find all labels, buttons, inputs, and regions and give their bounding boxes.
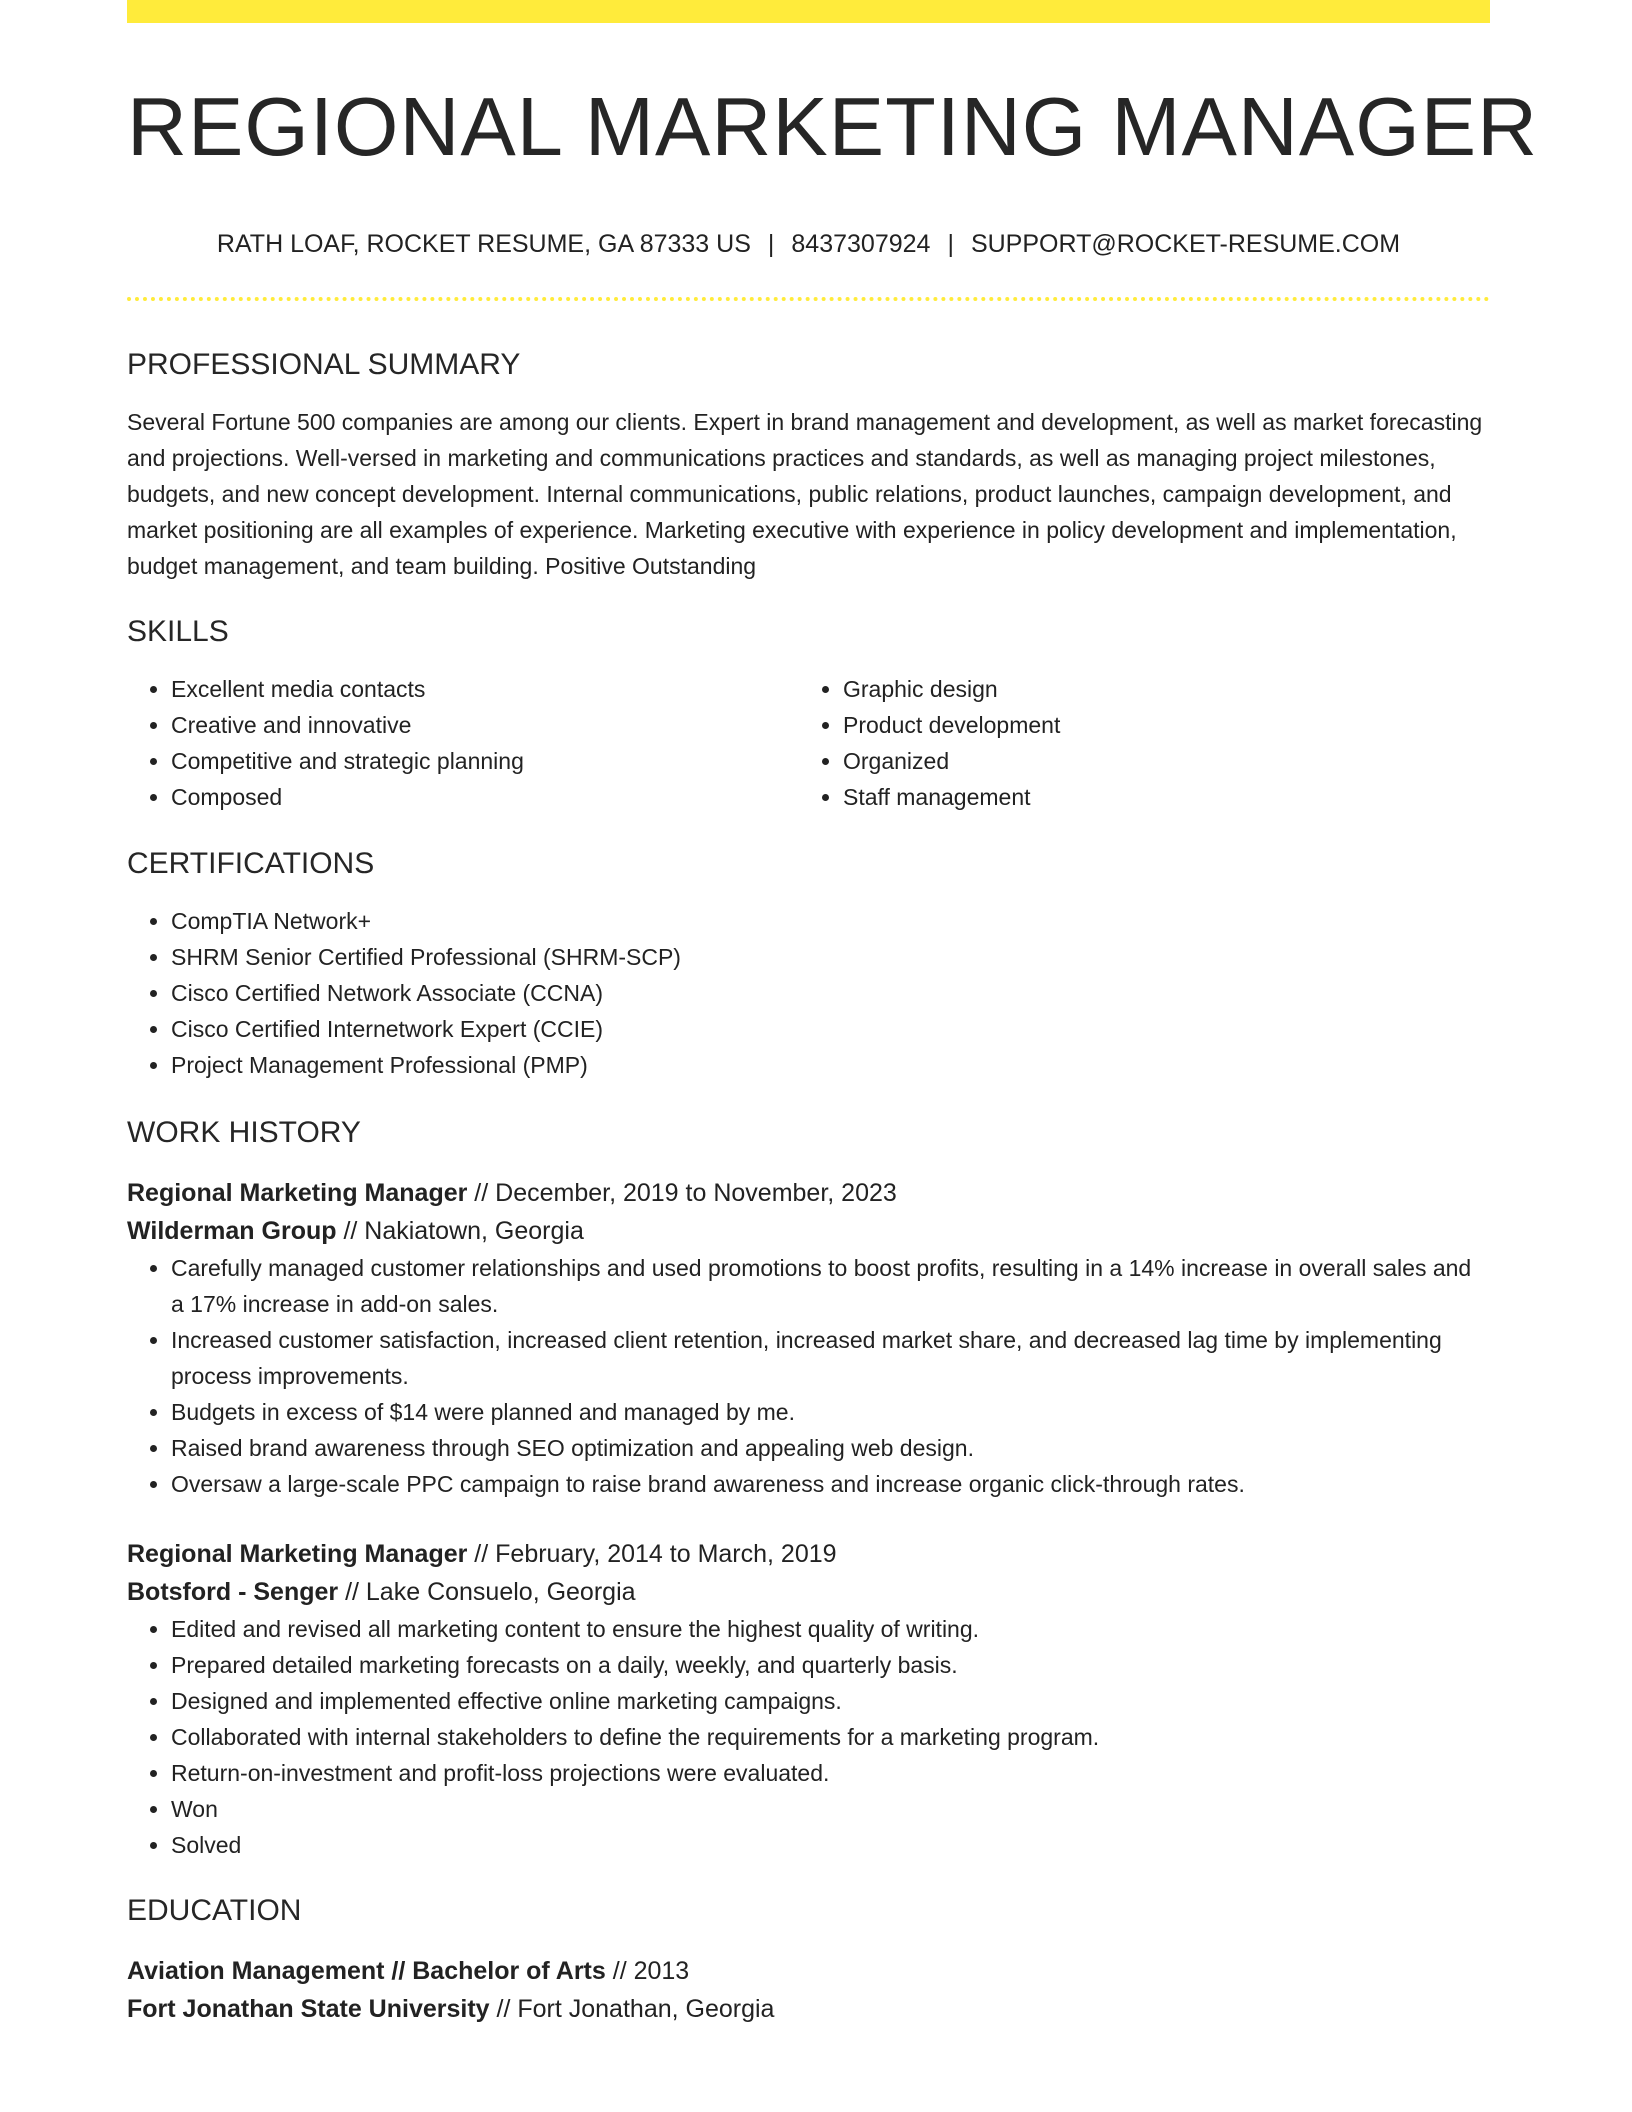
contact-address: RATH LOAF, ROCKET RESUME, GA 87333 US bbox=[216, 230, 751, 258]
job-dates: // February, 2014 to March, 2019 bbox=[467, 1540, 837, 1568]
certification-item: • CompTIA Network+ bbox=[171, 903, 1490, 939]
job-bullets bbox=[127, 1611, 1490, 1863]
job-title-line bbox=[127, 1174, 1490, 1212]
job-dates: // December, 2019 to November, 2023 bbox=[467, 1179, 897, 1207]
skill-item: • Composed bbox=[171, 779, 799, 815]
job-title: Regional Marketing Manager bbox=[127, 1540, 468, 1568]
certification-item: • Cisco Certified Internetwork Expert (CCIE) bbox=[171, 1011, 1490, 1047]
job-bullet: • Designed and implemented effective online marketing campaigns. bbox=[171, 1683, 1490, 1719]
education-location: // Fort Jonathan, Georgia bbox=[489, 1995, 775, 2023]
skill-item: • Organized bbox=[843, 743, 1471, 779]
dotted-divider bbox=[127, 297, 1490, 301]
education-degree-line bbox=[127, 1952, 1490, 1990]
job-bullet: • Prepared detailed marketing forecasts on a daily, weekly, and quarterly basis. bbox=[171, 1647, 1490, 1683]
contact-separator: | bbox=[947, 230, 954, 258]
job-bullet: • Return-on-investment and profit-loss projections were evaluated. bbox=[171, 1755, 1490, 1791]
summary-heading: PROFESSIONAL SUMMARY bbox=[127, 348, 521, 381]
job-bullet: • Collaborated with internal stakeholders to define the requirements for a marketing program. bbox=[171, 1719, 1490, 1755]
job-bullet: • Increased customer satisfaction, increased client retention, increased market share, and decreased lag time by implementing process improvements. bbox=[171, 1322, 1490, 1394]
contact-line bbox=[127, 230, 1490, 259]
education-degree: Aviation Management // Bachelor of Arts bbox=[127, 1957, 606, 1985]
resume-page bbox=[127, 0, 1539, 2028]
job-bullet: • Budgets in excess of $14 were planned and managed by me. bbox=[171, 1394, 1490, 1430]
skills-heading: SKILLS bbox=[127, 615, 229, 648]
skill-item: • Graphic design bbox=[843, 671, 1471, 707]
skill-item: • Competitive and strategic planning bbox=[171, 743, 799, 779]
job-bullet: • Raised brand awareness through SEO optimization and appealing web design. bbox=[171, 1430, 1490, 1466]
certification-item: • Cisco Certified Network Associate (CCNA) bbox=[171, 975, 1490, 1011]
skills-list-left bbox=[127, 671, 799, 815]
job-bullet: • Oversaw a large-scale PPC campaign to raise brand awareness and increase organic click-through rates. bbox=[171, 1466, 1490, 1502]
job-company: Wilderman Group bbox=[127, 1217, 337, 1245]
skills-column-left bbox=[127, 671, 799, 815]
skill-item: • Creative and innovative bbox=[171, 707, 799, 743]
education-heading: EDUCATION bbox=[127, 1894, 302, 1927]
certification-item: • SHRM Senior Certified Professional (SHRM-SCP) bbox=[171, 939, 1490, 975]
certifications-heading: CERTIFICATIONS bbox=[127, 847, 375, 880]
education-school-line bbox=[127, 1990, 1490, 2028]
certification-item: • Project Management Professional (PMP) bbox=[171, 1047, 1490, 1083]
skills-list-right bbox=[799, 671, 1471, 815]
job-company-line bbox=[127, 1212, 1490, 1250]
page-title: REGIONAL MARKETING MANAGER bbox=[127, 80, 1539, 173]
job-title-line bbox=[127, 1535, 1490, 1573]
job-entry bbox=[127, 1174, 1490, 1502]
job-bullet: • Edited and revised all marketing content to ensure the highest quality of writing. bbox=[171, 1611, 1490, 1647]
work-history-heading: WORK HISTORY bbox=[127, 1116, 361, 1149]
skills-grid bbox=[127, 671, 1490, 815]
certifications-list bbox=[127, 903, 1490, 1083]
skill-item: • Staff management bbox=[843, 779, 1471, 815]
contact-phone: 8437307924 bbox=[791, 230, 931, 258]
education-school: Fort Jonathan State University bbox=[127, 1995, 490, 2023]
job-bullet: • Won bbox=[171, 1791, 1490, 1827]
job-entry bbox=[127, 1535, 1490, 1863]
job-bullet: • Solved bbox=[171, 1827, 1490, 1863]
skills-column-right bbox=[799, 671, 1471, 815]
job-location: // Nakiatown, Georgia bbox=[336, 1217, 584, 1245]
job-location: // Lake Consuelo, Georgia bbox=[338, 1578, 636, 1606]
summary-text: Several Fortune 500 companies are among our clients. Expert in brand management and development, as well as market forecasting and projections. Well-versed in marketing and communications practices and standards, as well as managing project milestones, budgets, and new concept development. Internal communications, public relations, product launches, campaign development, and market positioning are all examples of experience. Marketing executive with experience in policy development and implementation, budget management, and team building. Positive Outstanding bbox=[127, 409, 1483, 579]
job-company: Botsford - Senger bbox=[127, 1578, 339, 1606]
skill-item: • Excellent media contacts bbox=[171, 671, 799, 707]
contact-separator: | bbox=[767, 230, 775, 258]
contact-email: SUPPORT@ROCKET-RESUME.COM bbox=[970, 230, 1401, 258]
job-bullet: • Carefully managed customer relationships and used promotions to boost profits, resulting in a 14% increase in overall sales and a 17% increase in add-on sales. bbox=[171, 1250, 1490, 1322]
education-year: // 2013 bbox=[605, 1957, 690, 1985]
skill-item: • Product development bbox=[843, 707, 1471, 743]
job-bullets bbox=[127, 1250, 1490, 1502]
top-accent-bar bbox=[127, 0, 1490, 23]
job-company-line bbox=[127, 1573, 1490, 1611]
job-title: Regional Marketing Manager bbox=[127, 1179, 468, 1207]
